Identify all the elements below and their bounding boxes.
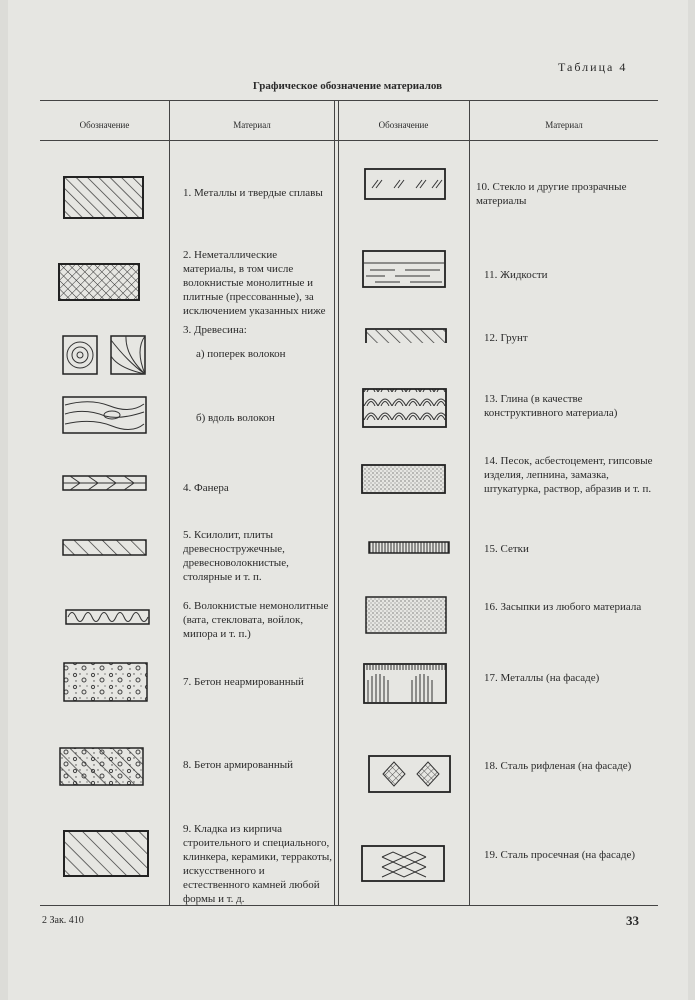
table-title: Графическое обозначение материалов <box>252 80 443 92</box>
symbol-liquids <box>363 251 445 287</box>
entry-3: 3. Древесина: <box>183 324 247 336</box>
entry-11: 11. Жидкости <box>484 269 548 281</box>
entry-16: 16. Засыпки из любого материала <box>484 601 642 613</box>
entry-15: 15. Сетки <box>484 543 529 555</box>
entry-12: 12. Грунт <box>484 332 528 344</box>
symbol-fill <box>366 597 446 633</box>
symbol-nonmetals <box>59 264 139 300</box>
symbol-sand <box>362 465 445 493</box>
symbol-concrete <box>64 663 147 701</box>
footer-order-number: 2 Зак. 410 <box>42 915 84 926</box>
entry-7: 7. Бетон неармированный <box>183 676 304 688</box>
entry-13: 13. Глина (в качестве конструктивного материала) <box>484 393 618 419</box>
entry-3b: б) вдоль волокон <box>196 412 275 424</box>
symbol-plywood <box>63 476 146 490</box>
entry-6: 6. Волокнистые немонолитные (вата, стекловата, войлок, мипора и т. п.) <box>183 600 329 640</box>
symbol-metal-facade <box>364 664 446 703</box>
entry-9: 9. Кладка из кирпича строительного и специального, клинкера, керамики, терракоты, искусственного и естественного камней любой формы и т. д. <box>183 823 333 905</box>
header-symbol-right: Обозначение <box>378 120 429 130</box>
symbol-ribbed-steel <box>369 756 450 792</box>
symbol-soil <box>366 329 446 343</box>
header-material-left: Материал <box>233 120 271 130</box>
symbol-wood-cross <box>63 336 145 374</box>
header-material-right: Материал <box>545 120 583 130</box>
symbol-glass <box>365 169 445 199</box>
entry-18: 18. Сталь рифленая (на фасаде) <box>484 760 632 772</box>
symbol-fibrous <box>66 610 149 624</box>
entry-2: 2. Неметаллические материалы, в том числе волокнистые монолитные и плитные (прессованные), за исключением указанных ниже <box>183 249 326 317</box>
symbol-xylolite <box>63 540 146 555</box>
entry-8: 8. Бетон армированный <box>183 759 294 771</box>
entry-5: 5. Ксилолит, плиты древесностружечные, древесноволокнистые, столярные и т. п. <box>183 529 289 583</box>
entry-3a: а) поперек волокон <box>196 348 286 360</box>
entry-19: 19. Сталь просечная (на фасаде) <box>484 849 635 861</box>
page-number: 33 <box>626 913 639 928</box>
symbol-metals <box>64 177 143 218</box>
symbol-expanded-steel <box>362 846 444 881</box>
symbol-mesh <box>369 542 449 553</box>
entry-1: 1. Металлы и твердые сплавы <box>183 187 323 199</box>
table-number: Таблица 4 <box>558 60 628 74</box>
symbol-wood-along <box>63 397 146 433</box>
entry-14: 14. Песок, асбестоцемент, гипсовые изделия, лепнина, замазка, штукатурка, раствор, абразив и т. п. <box>484 455 653 495</box>
header-symbol-left: Обозначение <box>79 120 130 130</box>
entry-17: 17. Металлы (на фасаде) <box>484 672 600 684</box>
symbol-reinforced-concrete <box>60 748 143 785</box>
symbol-masonry <box>64 831 148 876</box>
symbol-clay <box>363 389 446 427</box>
entry-10: 10. Стекло и другие прозрачные материалы <box>476 181 627 207</box>
entry-4: 4. Фанера <box>183 482 229 494</box>
